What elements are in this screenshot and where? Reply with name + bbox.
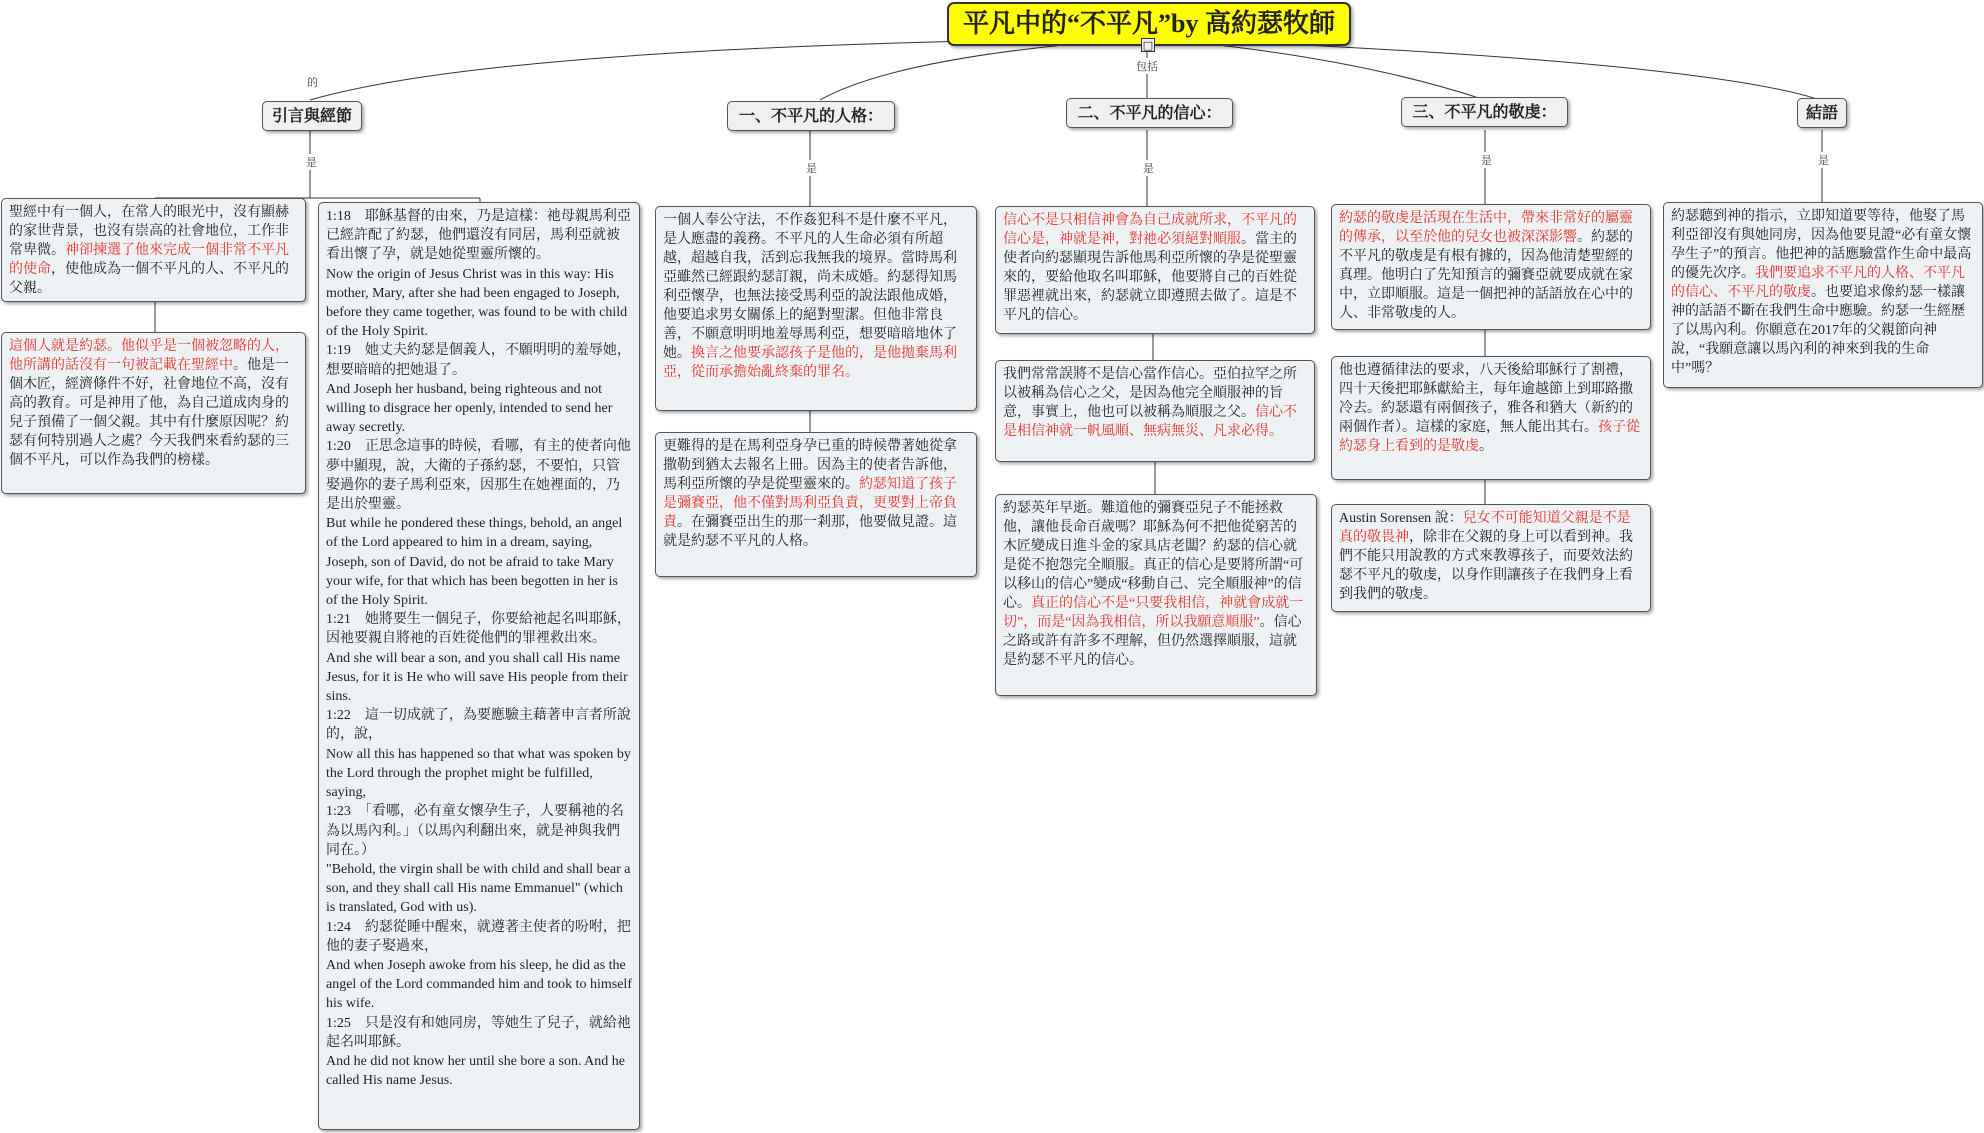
card-faith-1[interactable] — [995, 206, 1315, 334]
body-text: 約瑟英年早逝。難道他的彌賽亞兒子不能拯救他，讓他長命百歲嗎？耶穌為何不把他從窮苦的木匠變成日進斗金的家具店老闆？約瑟的信心就是從不抱怨完全順服。真正的信心是要將所謂“可以移山的信心”變成“移動自己、完全順服神”的信心。 — [1003, 501, 1304, 611]
scripture-line: And when Joseph awoke from his sleep, he did as the angel of the Lord commanded him and took to himself his wife. — [326, 957, 636, 1012]
link-label-is-conclusion: 是 — [1818, 154, 1829, 167]
body-text: 。也要追求像約瑟一樣讓神的話語不斷在我們生命中應驗。約瑟一生經歷了以馬內利。你願意在2017年的父親節向神說，“我願意讓以馬內利的神來到我的生命中”嗎？ — [1671, 285, 1965, 376]
highlight-text: 我們要追求不平凡的人格、不平凡的信心、不平凡的敬虔 — [1671, 266, 1965, 300]
body-text: 我們常常誤將不是信心當作信心。亞伯拉罕之所以被稱為信心之父，是因為他完全順服神的旨意，事實上，他也可以被稱為順服之父。 — [1003, 367, 1297, 420]
body-text: 。他是一個木匠，經濟條件不好，社會地位不高，沒有高的教育。可是神用了他，為自己道成肉身的兒子預備了一個父親。其中有什麼原因呢？約瑟有何特別過人之處？今天我們來看約瑟的三個不平凡，可以作為我們的榜樣。 — [9, 358, 289, 468]
card-character-2[interactable] — [655, 432, 977, 577]
body-text: ，使他成為一個不平凡的人、不平凡的父親。 — [9, 262, 289, 296]
card-faith-2[interactable] — [995, 360, 1315, 462]
scripture-line: And she will bear a son, and you shall call His name Jesus, for it is He who will save His people from their sins. — [326, 650, 632, 705]
scripture-line: Now the origin of Jesus Christ was in this way: His mother, Mary, after she had been engaged to Joseph, before they came together, was found to be with child of the Holy Spirit. — [326, 266, 631, 340]
scripture-line: And he did not know her until she bore a son. And he called His name Jesus. — [326, 1053, 629, 1089]
scripture-line: 1:19 她丈夫約瑟是個義人，不願明明的羞辱她，想要暗暗的把她退了。 — [326, 343, 631, 378]
body-text: 。約瑟的不平凡的敬虔是有根有據的，因為他清楚聖經的真理。他明白了先知預言的彌賽亞就要成就在家中，立即順服。這是一個把神的話語放在心中的人、非常敬虔的人。 — [1339, 230, 1633, 321]
scripture-line: 1:23 「看哪，必有童女懷孕生子，人要稱祂的名為以馬內利。」（以馬內利翻出來，就是神與我們同在。） — [326, 804, 624, 858]
scripture-line: 1:18 耶穌基督的由來，乃是這樣：祂母親馬利亞已經許配了約瑟，他們還沒有同居，馬利亞就被看出懷了孕，就是她從聖靈所懷的。 — [326, 209, 631, 263]
body-text: 約瑟聽到神的指示，立即知道要等待，他娶了馬利亞卻沒有與她同房，因為他要見證“必有童女懷孕生子”的預言。他把神的話應驗當作生命中最高的優先次序。 — [1671, 209, 1972, 281]
topic-intro[interactable] — [262, 101, 362, 131]
scripture-line: "Behold, the virgin shall be with child and shall bear a son, and they shall call His name Emmanuel" (which is translated, God with us). — [326, 861, 634, 916]
topic-intro-label: 引言與經節 — [271, 108, 352, 125]
scripture-line: 1:20 正思念這事的時候，看哪，有主的使者向他夢中顯現，說，大衛的子孫約瑟，不要怕，只管娶過你的妻子馬利亞來，因那生在她裡面的，乃是出於聖靈。 — [326, 439, 631, 513]
topic-faith-label: 二、不平凡的信心： — [1077, 105, 1222, 122]
body-text: 。信心之路或許有許多不理解，但仍然選擇順服，這就是約瑟不平凡的信心。 — [1003, 615, 1302, 668]
body-text: ，除非在父親的身上可以看到神。我們不能只用說教的方式來教導孩子，而要效法約瑟不平凡的敬虔，以身作則讓孩子在我們身上看到我們的敬虔。 — [1339, 530, 1633, 602]
scripture-line: And Joseph her husband, being righteous and not willing to disgrace her openly, intended to send her away secretly. — [326, 381, 616, 436]
card-reverence-3[interactable] — [1331, 504, 1651, 612]
topic-faith[interactable] — [1066, 98, 1233, 128]
highlight-text: 換言之他要承認孩子是他的，是他拋棄馬利亞，從而承擔始亂終棄的罪名。 — [663, 346, 957, 380]
body-text: 聖經中有一個人，在常人的眼光中，沒有顯赫的家世背景，也沒有崇高的社會地位，工作非常卑微。 — [9, 205, 289, 258]
link-label-is-reverence: 是 — [1481, 154, 1492, 167]
body-text: 。在彌賽亞出生的那一剎那，他要做見證。這就是約瑟不平凡的人格。 — [663, 515, 957, 549]
collapse-icon[interactable]: □ — [1142, 39, 1154, 52]
card-faith-3[interactable] — [995, 494, 1317, 696]
highlight-text: 孩子從約瑟身上看到的是敬虔 — [1339, 420, 1640, 454]
body-text: 。 — [1479, 439, 1493, 454]
card-reverence-1[interactable] — [1331, 204, 1651, 330]
highlight-text: 真正的信心不是“只要我相信，神就會成就一切”，而是“因為我相信，所以我願意順服” — [1003, 596, 1304, 630]
highlight-text: 約瑟知道了孩子是彌賽亞，他不僅對馬利亞負責，更要對上帝負責 — [663, 477, 957, 530]
topic-character-label: 一、不平凡的人格： — [738, 108, 883, 125]
card-character-1[interactable] — [655, 206, 977, 411]
scripture-line: 1:25 只是沒有和她同房，等她生了兒子，就給祂起名叫耶穌。 — [326, 1015, 631, 1050]
card-intro-2[interactable] — [1, 332, 306, 494]
topic-conclusion[interactable] — [1797, 98, 1847, 128]
card-reverence-2[interactable] — [1331, 356, 1651, 480]
topic-character[interactable] — [727, 101, 895, 131]
topic-conclusion-label: 結語 — [1805, 105, 1838, 122]
card-intro-1[interactable] — [1, 198, 306, 302]
body-text: 更難得的是在馬利亞身孕已重的時候帶著她從拿撒勒到猶太去報名上冊。因為主的使者告訴他，馬利亞所懷的孕是從聖靈來的。 — [663, 439, 957, 492]
body-text: 。當主的使者向約瑟顯現告訴他馬利亞所懷的孕是從聖靈來的，要給他取名叫耶穌，他要將自己的百姓從罪惡裡就出來，約瑟就立即遵照去做了。這是不平凡的信心。 — [1003, 232, 1297, 323]
highlight-text: 信心不是相信神就一帆風順、無病無災、凡求必得。 — [1003, 405, 1297, 439]
scripture-line: 1:22 這一切成就了，為要應驗主藉著申言者所說的，說， — [326, 708, 631, 743]
scripture-line: Now all this has happened so that what was spoken by the Lord through the prophet might be fulfilled, saying, — [326, 746, 635, 801]
card-conclusion-1[interactable] — [1663, 202, 1983, 388]
link-label-is-intro: 是 — [306, 156, 317, 169]
card-scripture[interactable] — [318, 202, 640, 1130]
link-label-includes: 包括 — [1136, 60, 1158, 73]
highlight-text: 兒女不可能知道父親是不是真的敬畏神 — [1339, 511, 1631, 545]
highlight-text: 信心不是只相信神會為自己成就所求，不平凡的信心是，神就是神，對祂必須絕對順服 — [1003, 213, 1297, 247]
link-label-of: 的 — [307, 76, 318, 89]
highlight-text: 神卻揀選了他來完成一個非常不平凡的使命 — [9, 243, 289, 277]
link-label-is-character: 是 — [806, 162, 817, 175]
body-text: 他也遵循律法的要求，八天後給耶穌行了割禮，四十天後把耶穌獻給主，每年逾越節上到耶路撒冷去。約瑟還有兩個孩子，雅各和猶大（新約的兩個作者）。這樣的家庭，無人能出其右。 — [1339, 363, 1633, 435]
body-text: Austin Sorensen 說： — [1339, 511, 1463, 526]
scripture-line: 1:21 她將要生一個兒子，你要給祂起名叫耶穌，因祂要親自將祂的百姓從他們的罪裡救出來。 — [326, 612, 631, 647]
scripture-line: But while he pondered these things, behold, an angel of the Lord appeared to him in a dream, saying, Joseph, son of David, do not be afraid to take Mary your wife, for that which has been begotten in her is of the Holy Spirit. — [326, 516, 626, 609]
topic-reverence-label: 三、不平凡的敬虔： — [1412, 104, 1557, 121]
scripture-line: 1:24 約瑟從睡中醒來，就遵著主使者的吩咐，把他的妻子娶過來， — [326, 919, 631, 954]
central-topic-text: 平凡中的“不平凡”by 高約瑟牧師 — [963, 9, 1335, 38]
topic-reverence[interactable] — [1401, 97, 1568, 127]
highlight-text: 約瑟的敬虔是活現在生活中，帶來非常好的屬靈的傳承，以至於他的兒女也被深深影響 — [1339, 211, 1633, 245]
link-label-is-faith: 是 — [1143, 162, 1154, 175]
body-text: 一個人奉公守法，不作姦犯科不是什麼不平凡，是人應盡的義務。不平凡的人生命必須有所超越，超越自我，活到忘我無我的境界。當時馬利亞雖然已經跟約瑟訂親，尚未成婚。約瑟得知馬利亞懷孕，也無法接受馬利亞的說法跟他成婚，他要追求男女關係上的絕對聖潔。但他非常良善，不願意明明地羞辱馬利亞，想要暗暗地休了她。 — [663, 213, 957, 361]
highlight-text: 這個人就是約瑟。他似乎是一個被忽略的人，他所講的話沒有一句被記載在聖經中 — [9, 339, 289, 373]
